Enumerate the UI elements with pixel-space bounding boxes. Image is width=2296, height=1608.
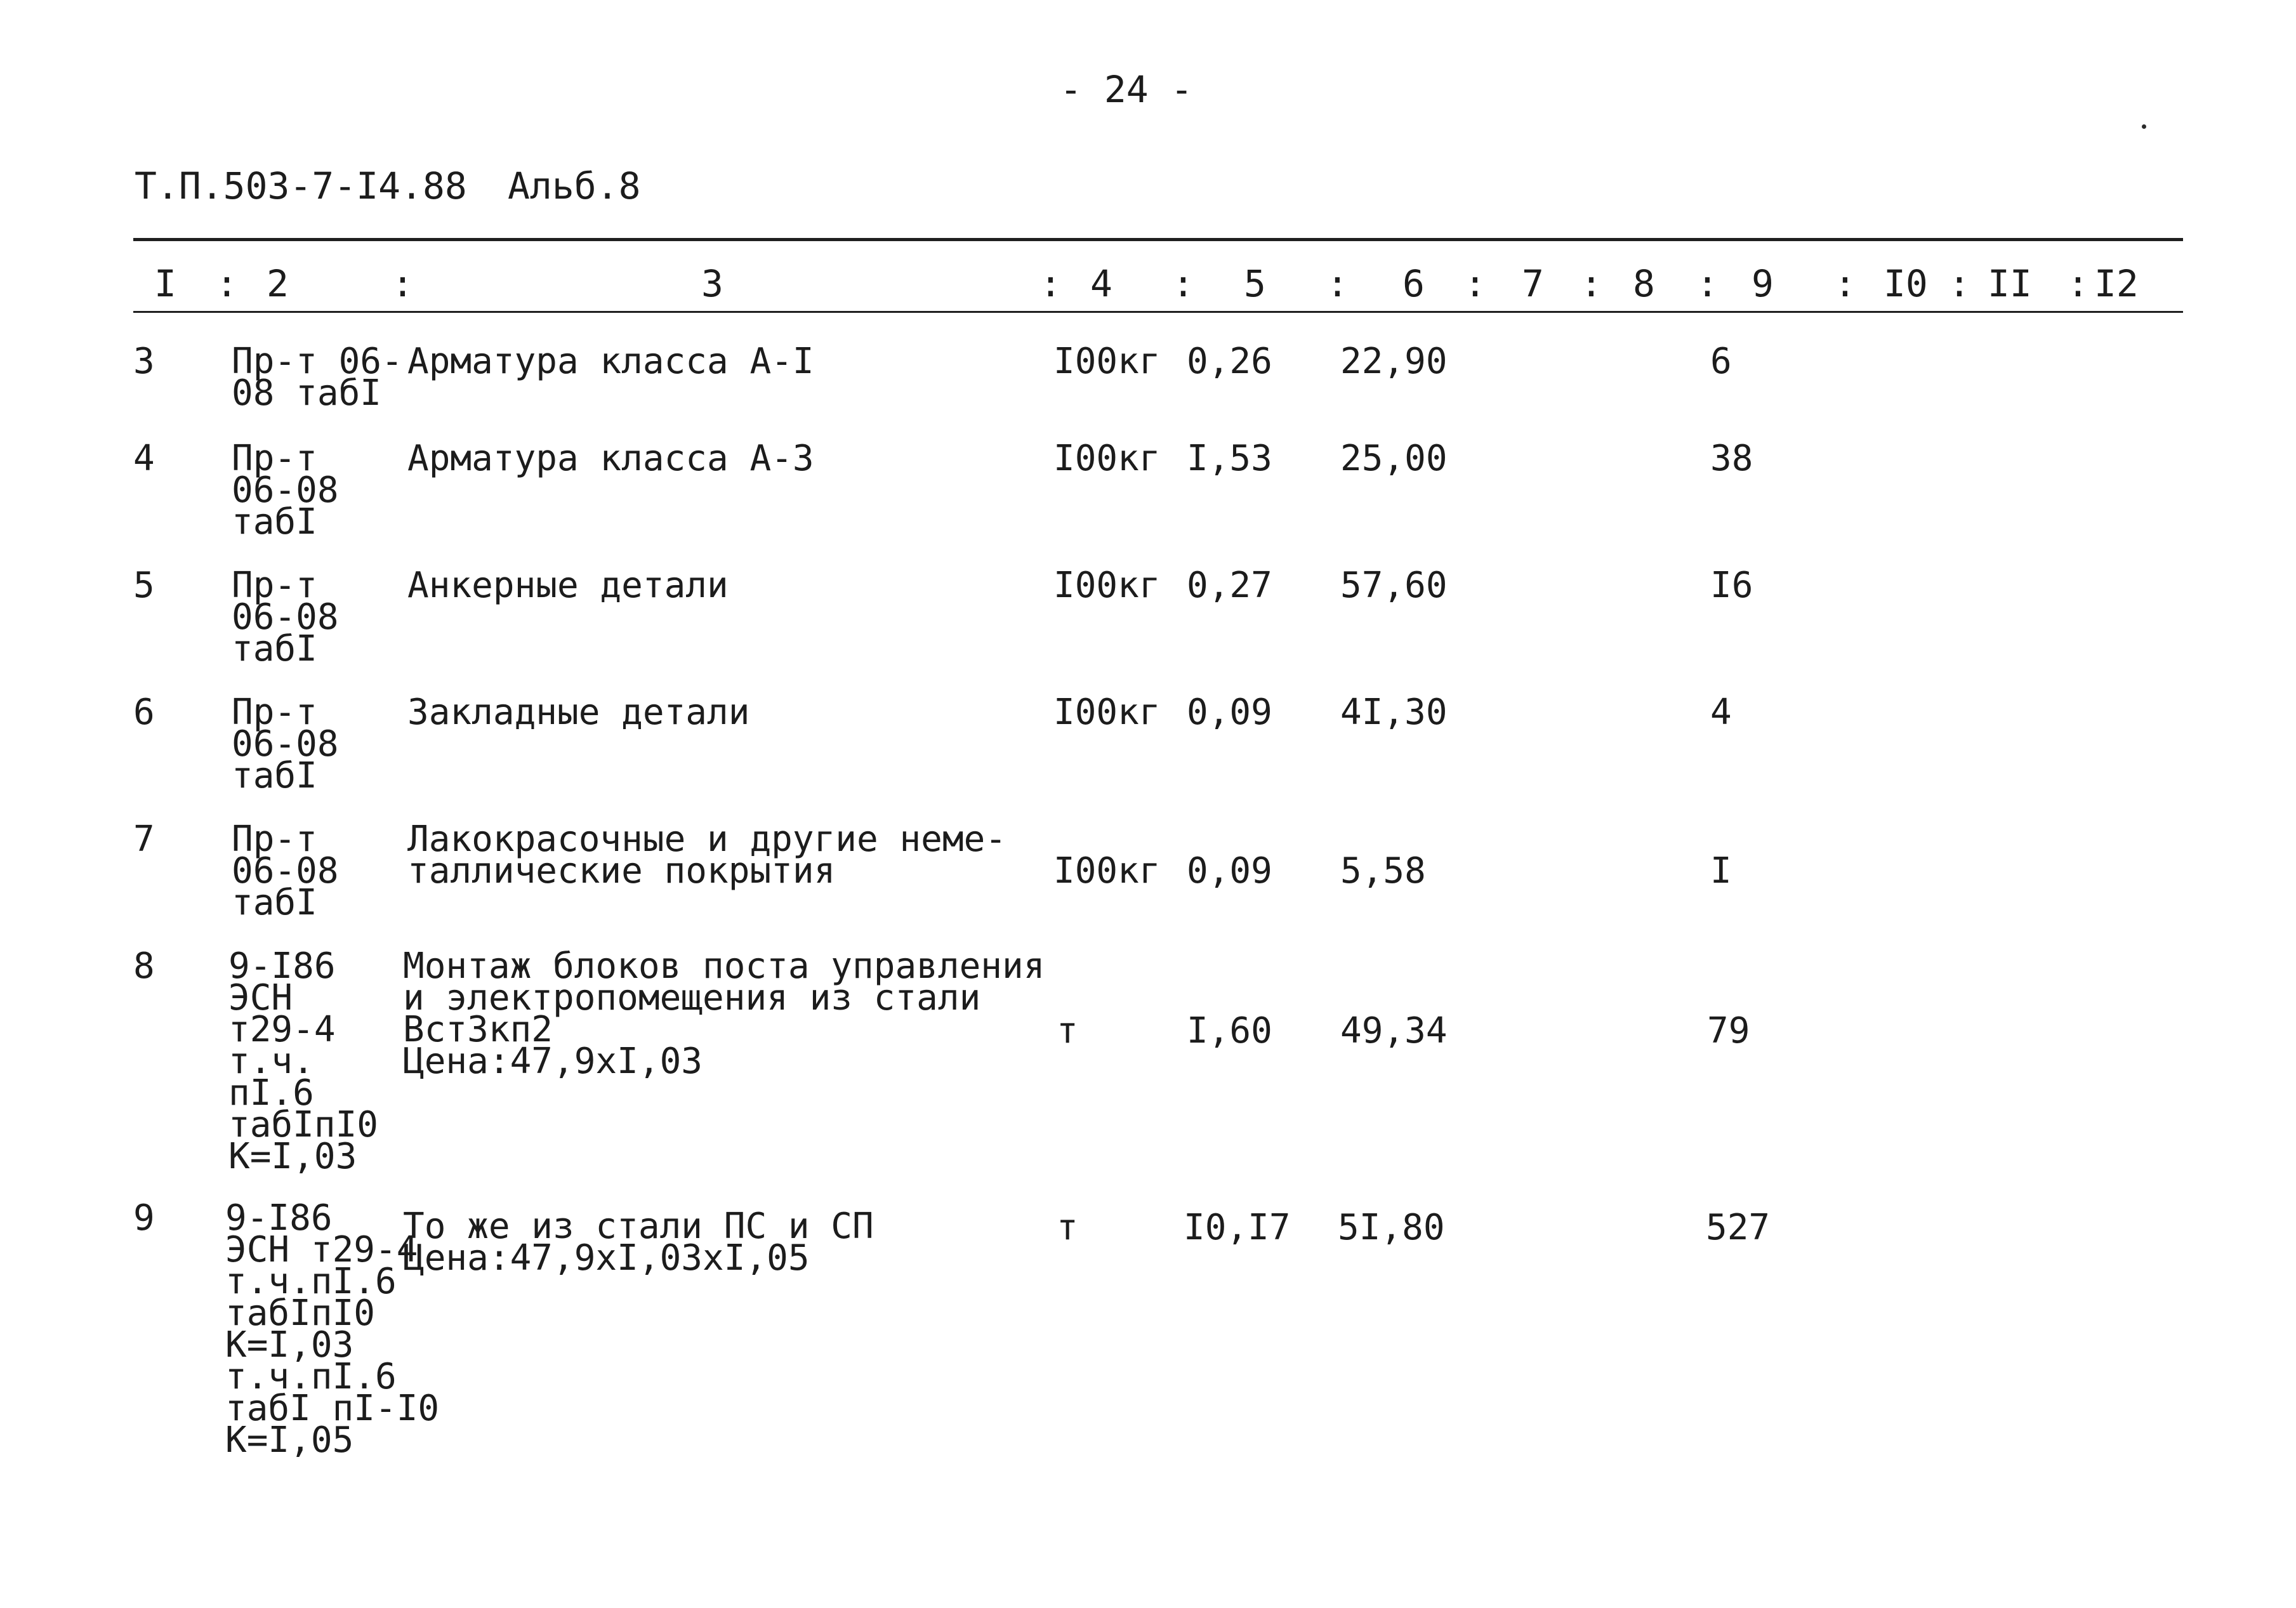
row-basis: Пр-т 06-08 табI bbox=[232, 438, 339, 543]
row-price: 49,34 bbox=[1340, 1010, 1448, 1051]
col-5-num: 5 bbox=[1244, 262, 1266, 305]
col-3-num: 3 bbox=[701, 262, 723, 305]
col-sep: : bbox=[1834, 262, 1856, 305]
col-7-num: 7 bbox=[1522, 262, 1544, 305]
row-name: Анкерные детали bbox=[407, 565, 729, 606]
col-1-num: I bbox=[154, 262, 176, 305]
row-quantity: 0,26 bbox=[1187, 341, 1272, 382]
col-sep: : bbox=[1464, 262, 1486, 305]
row-name: Закладные детали bbox=[407, 692, 750, 733]
col-sep: : bbox=[392, 262, 414, 305]
row-name: Арматура класса А-I bbox=[407, 341, 814, 382]
row-number: 7 bbox=[133, 819, 155, 860]
col-sep: : bbox=[216, 262, 238, 305]
col-2-num: 2 bbox=[267, 262, 289, 305]
row-total: 38 bbox=[1710, 438, 1753, 479]
row-unit: I00кг bbox=[1053, 565, 1161, 606]
row-price: 25,00 bbox=[1340, 438, 1448, 479]
row-total: 79 bbox=[1707, 1010, 1750, 1051]
row-number: 6 bbox=[133, 692, 155, 733]
doc-reference: Т.П.503-7-I4.88 bbox=[135, 164, 467, 208]
row-quantity: I,60 bbox=[1187, 1010, 1272, 1051]
scan-speck bbox=[2142, 124, 2146, 129]
col-12-num: I2 bbox=[2094, 262, 2139, 305]
row-unit: I00кг bbox=[1053, 692, 1161, 733]
row-basis: 9-I86 ЭСН т29-4 т.ч.пI.6 табIпI0 К=I,03 т.ч.пI.6 табI пI-I0 К=I,05 bbox=[225, 1197, 440, 1461]
col-4-num: 4 bbox=[1090, 262, 1112, 305]
row-unit: I00кг bbox=[1053, 341, 1161, 382]
row-price: 5,58 bbox=[1340, 850, 1426, 892]
row-unit: I00кг bbox=[1053, 850, 1161, 892]
row-total: I6 bbox=[1710, 565, 1753, 606]
col-8-num: 8 bbox=[1633, 262, 1655, 305]
row-number: 9 bbox=[133, 1197, 155, 1239]
row-price: 5I,80 bbox=[1338, 1207, 1445, 1248]
col-6-num: 6 bbox=[1402, 262, 1425, 305]
col-sep: : bbox=[1948, 262, 1970, 305]
row-quantity: 0,09 bbox=[1187, 692, 1272, 733]
row-unit: т bbox=[1057, 1207, 1078, 1248]
row-basis: Пр-т 06-08 табI bbox=[232, 819, 339, 923]
row-total: I bbox=[1710, 850, 1732, 892]
col-sep: : bbox=[1326, 262, 1349, 305]
row-number: 4 bbox=[133, 438, 155, 479]
row-number: 3 bbox=[133, 341, 155, 382]
row-quantity: I,53 bbox=[1187, 438, 1272, 479]
col-10-num: I0 bbox=[1884, 262, 1928, 305]
page-number: - 24 - bbox=[1060, 68, 1193, 111]
row-price: 4I,30 bbox=[1340, 692, 1448, 733]
col-11-num: II bbox=[1988, 262, 2032, 305]
row-total: 527 bbox=[1706, 1207, 1771, 1248]
row-name: Монтаж блоков поста управления и электропомещения из стали Вст3кп2 Цена:47,9хI,03 bbox=[403, 946, 1045, 1082]
row-quantity: 0,27 bbox=[1187, 565, 1272, 606]
row-name: Лакокрасочные и другие неме- таллические покрытия bbox=[407, 819, 1007, 892]
col-9-num: 9 bbox=[1752, 262, 1774, 305]
row-basis: Пр-т 06-08 табI bbox=[232, 565, 339, 669]
row-total: 6 bbox=[1710, 341, 1732, 382]
row-number: 5 bbox=[133, 565, 155, 606]
row-name: Арматура класса А-3 bbox=[407, 438, 814, 479]
row-basis: Пр-т 06-08 табI bbox=[232, 692, 339, 796]
row-basis: Пр-т 06- 08 табI bbox=[232, 341, 403, 414]
row-basis: 9-I86 ЭСН т29-4 т.ч. пI.6 табIпI0 К=I,03 bbox=[228, 946, 379, 1177]
row-quantity: 0,09 bbox=[1187, 850, 1272, 892]
row-unit: т bbox=[1057, 1010, 1078, 1051]
album-label: Альб.8 bbox=[508, 164, 641, 208]
row-price: 57,60 bbox=[1340, 565, 1448, 606]
col-sep: : bbox=[1039, 262, 1062, 305]
col-sep: : bbox=[2067, 262, 2089, 305]
header-top-rule bbox=[133, 238, 2183, 241]
row-unit: I00кг bbox=[1053, 438, 1161, 479]
row-quantity: I0,I7 bbox=[1184, 1207, 1291, 1248]
row-name: То же из стали ПС и СП Цена:47,9хI,03хI,05 bbox=[403, 1206, 874, 1279]
header-bottom-rule bbox=[133, 311, 2183, 313]
col-sep: : bbox=[1580, 262, 1602, 305]
row-total: 4 bbox=[1710, 692, 1732, 733]
row-number: 8 bbox=[133, 946, 155, 987]
col-sep: : bbox=[1696, 262, 1719, 305]
row-price: 22,90 bbox=[1340, 341, 1448, 382]
col-sep: : bbox=[1172, 262, 1194, 305]
